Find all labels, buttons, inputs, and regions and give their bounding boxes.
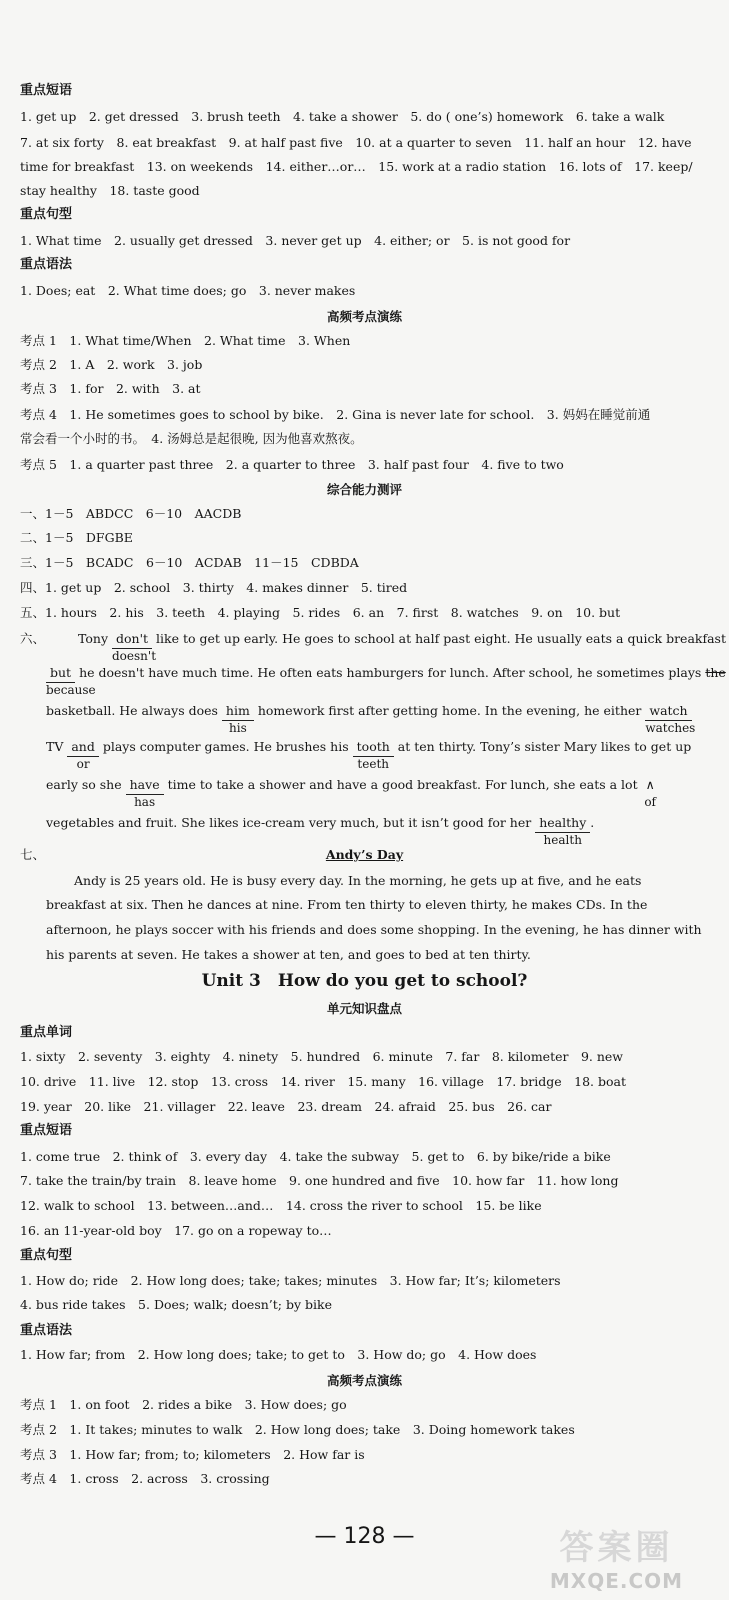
practice-line: 考点 2 1. It takes; minutes to walk 2. How long does; take 3. Doing homework takes bbox=[20, 1422, 575, 1437]
six-line-6 bbox=[46, 814, 707, 847]
phrases-heading: 重点短语 bbox=[20, 83, 73, 98]
text: . bbox=[590, 815, 595, 830]
error-word: have bbox=[129, 777, 160, 792]
error-word: and bbox=[71, 739, 95, 754]
correction: his bbox=[229, 721, 247, 735]
test-line: 二、1－5 DFGBE bbox=[20, 530, 133, 545]
text: homework first after getting home. In the evening, he either bbox=[257, 703, 642, 718]
grammar-line: 1. How far; from 2. How long does; take; to get to 3. How do; go 4. How does bbox=[20, 1347, 537, 1362]
test-line: 三、1－5 BCADC 6－10 ACDAB 11－15 CDBDA bbox=[20, 555, 359, 570]
sentences-line: 1. What time 2. usually get dressed 3. never get up 4. either; or 5. is not good for bbox=[20, 233, 571, 248]
practice-line: 考点 3 1. for 2. with 3. at bbox=[20, 381, 201, 396]
phrases-line: 7. take the train/by train 8. leave home 9. one hundred and five 10. how far 11. how long bbox=[20, 1173, 619, 1188]
unit-title: Unit 3 How do you get to school? bbox=[201, 971, 528, 991]
practice-line: 考点 4 1. cross 2. across 3. crossing bbox=[20, 1471, 270, 1486]
watermark-logo bbox=[514, 1520, 719, 1595]
text: basketball. He always does bbox=[46, 703, 218, 718]
error-blank bbox=[112, 630, 157, 663]
text: time to take a shower and have a good breakfast. For lunch, she eats a lot bbox=[167, 777, 638, 792]
practice-heading: 高频考点演练 bbox=[326, 1373, 402, 1388]
error-word: watch bbox=[649, 703, 688, 718]
words-line: 10. drive 11. live 12. stop 13. cross 14. river 15. many 16. village 17. bridge 18. boat bbox=[20, 1074, 626, 1089]
error-word: but bbox=[50, 665, 72, 680]
test-line: 四、1. get up 2. school 3. thirty 4. makes dinner 5. tired bbox=[20, 580, 408, 595]
text: vegetables and fruit. She likes ice-cream very much, but it isn’t good for her bbox=[46, 815, 532, 830]
phrases-line: 12. walk to school 13. between…and… 14. cross the river to school 15. be like bbox=[20, 1198, 542, 1213]
practice-line: 考点 2 1. A 2. work 3. job bbox=[20, 357, 203, 372]
words-line: 1. sixty 2. seventy 3. eighty 4. ninety 5. hundred 6. minute 7. far 8. kilometer 9. new bbox=[20, 1049, 624, 1064]
test-line: 五、1. hours 2. his 3. teeth 4. playing 5. rides 6. an 7. first 8. watches 9. on 10. but bbox=[20, 605, 621, 620]
watermark-cn: 答案圈 bbox=[559, 1528, 674, 1568]
correction: health bbox=[543, 833, 582, 847]
essay-line: afternoon, he plays soccer with his friends and does some shopping. In the evening, he has dinner with bbox=[46, 922, 702, 937]
essay-line: breakfast at six. Then he dances at nine. From ten thirty to eleven thirty, he makes CDs. In the bbox=[46, 897, 648, 912]
error-blank bbox=[222, 702, 254, 735]
error-blank bbox=[535, 814, 590, 847]
error-blank bbox=[46, 664, 96, 697]
words-line: 19. year 20. like 21. villager 22. leave 23. dream 24. afraid 25. bus 26. car bbox=[20, 1099, 552, 1114]
text: TV bbox=[46, 739, 64, 754]
practice-line: 考点 5 1. a quarter past three 2. a quarter to three 3. half past four 4. five to two bbox=[20, 457, 564, 472]
essay-title: Andy’s Day bbox=[325, 847, 404, 862]
text: plays computer games. He brushes his bbox=[102, 739, 349, 754]
six-line-4 bbox=[46, 738, 707, 771]
phrases-line: 1. get up 2. get dressed 3. brush teeth 4. take a shower 5. do ( one’s) homework 6. take a walk bbox=[20, 109, 665, 124]
test-line: 一、1－5 ABDCC 6－10 AACDB bbox=[20, 506, 242, 521]
phrases-line: 1. come true 2. think of 3. every day 4. take the subway 5. get to 6. by bike/ride a bike bbox=[20, 1149, 611, 1164]
sentences-heading: 重点句型 bbox=[20, 1248, 73, 1263]
grammar-heading: 重点语法 bbox=[20, 257, 73, 272]
words-heading: 重点单词 bbox=[20, 1025, 73, 1040]
seven-label: 七、 bbox=[20, 847, 46, 862]
correction: or bbox=[76, 757, 90, 771]
sentences-line: 4. bus ride takes 5. Does; walk; doesn’t; by bike bbox=[20, 1297, 332, 1312]
correction: watches bbox=[645, 721, 696, 735]
essay-line: Andy is 25 years old. He is busy every day. In the morning, he gets up at five, and he eats bbox=[74, 873, 642, 888]
text: at ten thirty. Tony’s sister Mary likes to get up bbox=[397, 739, 692, 754]
knowledge-heading: 单元知识盘点 bbox=[326, 1001, 402, 1016]
error-blank bbox=[126, 776, 164, 809]
essay-line: his parents at seven. He takes a shower at ten, and goes to bed at ten thirty. bbox=[46, 947, 531, 962]
correction: has bbox=[134, 795, 156, 809]
sentences-heading: 重点句型 bbox=[20, 207, 73, 222]
six-label: 六、 bbox=[20, 631, 46, 646]
correction: doesn't bbox=[112, 649, 157, 663]
phrases-heading: 重点短语 bbox=[20, 1123, 73, 1138]
six-line-5 bbox=[46, 776, 707, 809]
insert-mark bbox=[642, 776, 659, 809]
text: he doesn't have much time. He often eats hamburgers for lunch. After school, he sometimes plays bbox=[79, 665, 702, 680]
phrases-line: 16. an 11-year-old boy 17. go on a ropeway to… bbox=[20, 1223, 332, 1238]
practice-line: 考点 4 1. He sometimes goes to school by bike. 2. Gina is never late for school. 3. 妈妈在睡觉前通 bbox=[20, 407, 651, 422]
practice-line: 考点 3 1. How far; from; to; kilometers 2. How far is bbox=[20, 1447, 365, 1462]
grammar-heading: 重点语法 bbox=[20, 1323, 73, 1338]
error-word: healthy bbox=[539, 815, 587, 830]
caret: ∧ bbox=[645, 777, 655, 792]
correction: teeth bbox=[357, 757, 389, 771]
error-blank bbox=[645, 702, 696, 735]
error-blank bbox=[67, 738, 99, 771]
practice-line: 考点 1 1. on foot 2. rides a bike 3. How does; go bbox=[20, 1397, 347, 1412]
correction: of bbox=[644, 795, 656, 809]
error-word: him bbox=[225, 703, 250, 718]
error-word: tooth bbox=[356, 739, 390, 754]
error-blank bbox=[353, 738, 394, 771]
practice-line: 考点 1 1. What time/When 2. What time 3. When bbox=[20, 333, 351, 348]
text: Tony bbox=[78, 631, 109, 646]
six-line-1 bbox=[78, 630, 726, 663]
six-line-3 bbox=[46, 702, 707, 735]
six-line-2 bbox=[46, 664, 726, 697]
page-number: — 128 — bbox=[314, 1524, 415, 1549]
practice-heading: 高频考点演练 bbox=[326, 309, 402, 324]
phrases-line: time for breakfast 13. on weekends 14. either…or… 15. work at a radio station 16. lots of 17. keep/ bbox=[20, 159, 693, 174]
grammar-line: 1. Does; eat 2. What time does; go 3. never makes bbox=[20, 283, 356, 298]
phrases-line: stay healthy 18. taste good bbox=[20, 183, 200, 198]
sentences-line: 1. How do; ride 2. How long does; take; takes; minutes 3. How far; It’s; kilometers bbox=[20, 1273, 561, 1288]
error-word: don't bbox=[116, 631, 149, 646]
text: early so she bbox=[46, 777, 122, 792]
watermark-en: MXQE.COM bbox=[549, 1569, 684, 1593]
practice-line: 常会看一个小时的书。 4. 汤姆总是起很晚, 因为他喜欢熬夜。 bbox=[20, 431, 363, 446]
deleted-word: the bbox=[705, 665, 726, 680]
test-heading: 综合能力测评 bbox=[326, 482, 402, 497]
phrases-line: 7. at six forty 8. eat breakfast 9. at half past five 10. at a quarter to seven 11. half an hour 12. have bbox=[20, 135, 692, 150]
correction: because bbox=[46, 683, 96, 697]
text: like to get up early. He goes to school at half past eight. He usually eats a quick breakfast bbox=[156, 631, 726, 646]
